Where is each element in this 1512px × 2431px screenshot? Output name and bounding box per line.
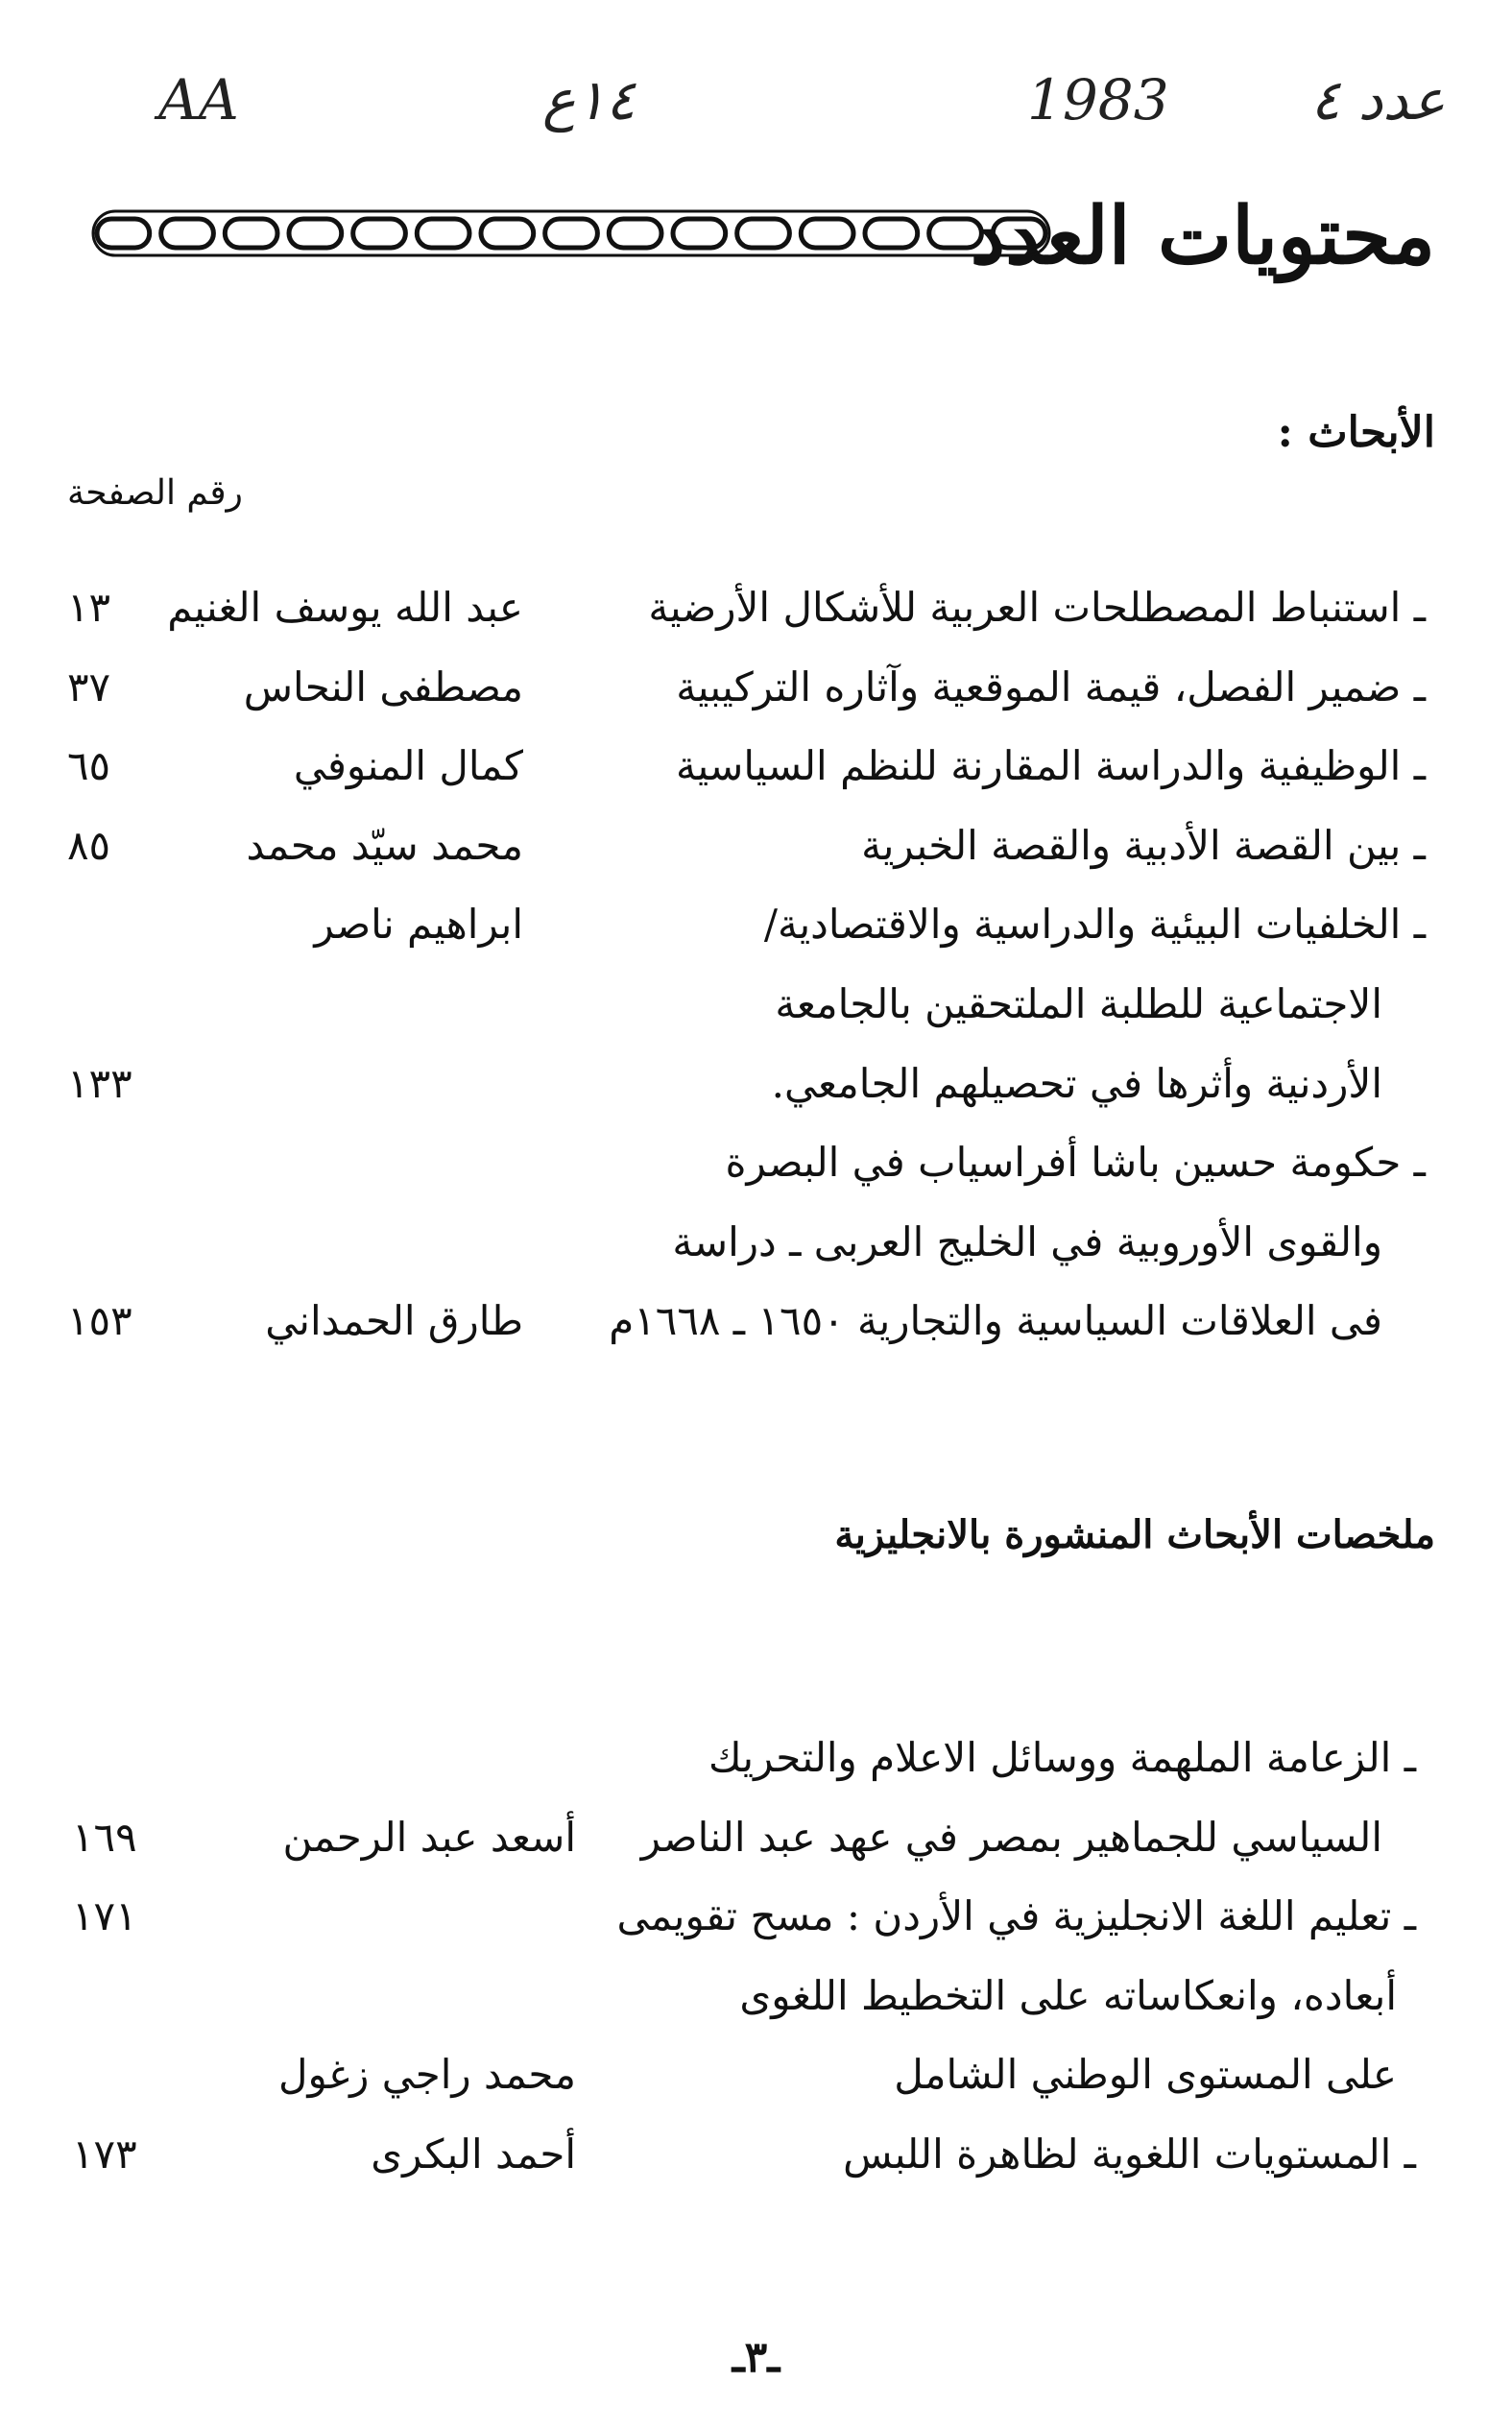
toc-author: محمد راجي زغول [277, 2051, 576, 2098]
handwritten-note: عدد ٤ [1310, 67, 1446, 132]
toc-title: ـ الوظيفية والدراسة المقارنة للنظم السياسية [675, 742, 1426, 789]
decorative-chain [91, 204, 1051, 263]
toc-page: ١٣ [67, 584, 111, 631]
toc-title: أبعاده، وانعكاساته على التخطيط اللغوى [739, 1972, 1397, 2019]
chain-link [673, 219, 726, 248]
toc-row [0, 1060, 1512, 1125]
handwritten-note: 1983 [1027, 67, 1169, 132]
chain-link [161, 219, 214, 248]
handwritten-note: ١٤ع [542, 67, 636, 132]
toc-author: كمال المنوفي [293, 742, 523, 789]
toc-author: أحمد البكرى [371, 2130, 576, 2178]
toc-author: محمد سيّد محمد [246, 822, 523, 869]
toc-title: على المستوى الوطني الشامل [894, 2051, 1397, 2098]
toc-row [0, 1297, 1512, 1362]
toc-author: طارق الحمداني [265, 1297, 523, 1344]
toc-page: ٦٥ [67, 742, 111, 789]
page-title: محتويات العدد [970, 190, 1435, 282]
chain-link [737, 219, 790, 248]
chain-link [865, 219, 918, 248]
toc-title: ـ المستويات اللغوية لظاهرة اللبس [843, 2130, 1416, 2178]
toc-row [0, 1218, 1512, 1284]
page-number-column-label: رقم الصفحة [67, 473, 243, 513]
toc-title: فى العلاقات السياسية والتجارية ١٦٥٠ ـ ١٦٦٨م [609, 1297, 1382, 1344]
section-heading-research: الأبحاث : [1277, 408, 1435, 457]
toc-row [0, 1734, 1512, 1799]
chain-link [993, 219, 1045, 248]
toc-row [0, 822, 1512, 887]
toc-row [0, 1892, 1512, 1958]
toc-title: ـ الخلفيات البيئية والدراسية والاقتصادية/ [763, 901, 1426, 948]
toc-row [0, 584, 1512, 649]
toc-title: الأردنية وأثرها في تحصيلهم الجامعي. [771, 1060, 1382, 1107]
handwritten-note: AA [158, 67, 239, 132]
toc-title: الاجتماعية للطلبة الملتحقين بالجامعة [775, 980, 1382, 1027]
chain-link [97, 219, 150, 248]
toc-title: ـ الزعامة الملهمة ووسائل الاعلام والتحريك [708, 1734, 1416, 1781]
toc-page: ١٦٩ [72, 1814, 137, 1861]
chain-link [353, 219, 406, 248]
toc-page: ١٧٣ [72, 2130, 137, 2178]
toc-row [0, 2051, 1512, 2116]
toc-row [0, 980, 1512, 1046]
toc-author: عبد الله يوسف الغنيم [167, 584, 523, 631]
toc-row [0, 2130, 1512, 2196]
toc-row [0, 1814, 1512, 1879]
toc-row [0, 901, 1512, 966]
chain-link [417, 219, 469, 248]
section-heading-summaries: ملخصات الأبحاث المنشورة بالانجليزية [834, 1512, 1435, 1557]
toc-author: مصطفى النحاس [243, 663, 523, 710]
toc-title: ـ استنباط المصطلحات العربية للأشكال الأرضية [648, 584, 1426, 631]
chain-link [929, 219, 982, 248]
toc-row [0, 1139, 1512, 1204]
chain-link [481, 219, 534, 248]
toc-title: ـ تعليم اللغة الانجليزية في الأردن : مسح تقويمى [616, 1892, 1416, 1939]
chain-link [545, 219, 598, 248]
chain-link [609, 219, 661, 248]
toc-title: ـ بين القصة الأدبية والقصة الخبرية [861, 822, 1426, 869]
toc-page: ١٣٣ [67, 1060, 132, 1107]
toc-row [0, 1972, 1512, 2037]
toc-page: ١٥٣ [67, 1297, 132, 1344]
chain-link [289, 219, 342, 248]
chain-link [225, 219, 277, 248]
toc-title: والقوى الأوروبية في الخليج العربى ـ دراسة [672, 1218, 1382, 1265]
chain-link [801, 219, 853, 248]
page-number: ـ٣ـ [732, 2333, 780, 2382]
toc-title: ـ ضمير الفصل، قيمة الموقعية وآثاره التركيبية [676, 663, 1426, 710]
toc-row [0, 663, 1512, 729]
toc-author: أسعد عبد الرحمن [282, 1814, 576, 1861]
toc-page: ٨٥ [67, 822, 111, 869]
toc-page: ٣٧ [67, 663, 111, 710]
toc-row [0, 742, 1512, 807]
toc-title: السياسي للجماهير بمصر في عهد عبد الناصر [640, 1814, 1382, 1861]
toc-title: ـ حكومة حسين باشا أفراسياب في البصرة [725, 1139, 1426, 1186]
toc-author: ابراهيم ناصر [314, 901, 523, 948]
toc-page: ١٧١ [72, 1892, 137, 1939]
